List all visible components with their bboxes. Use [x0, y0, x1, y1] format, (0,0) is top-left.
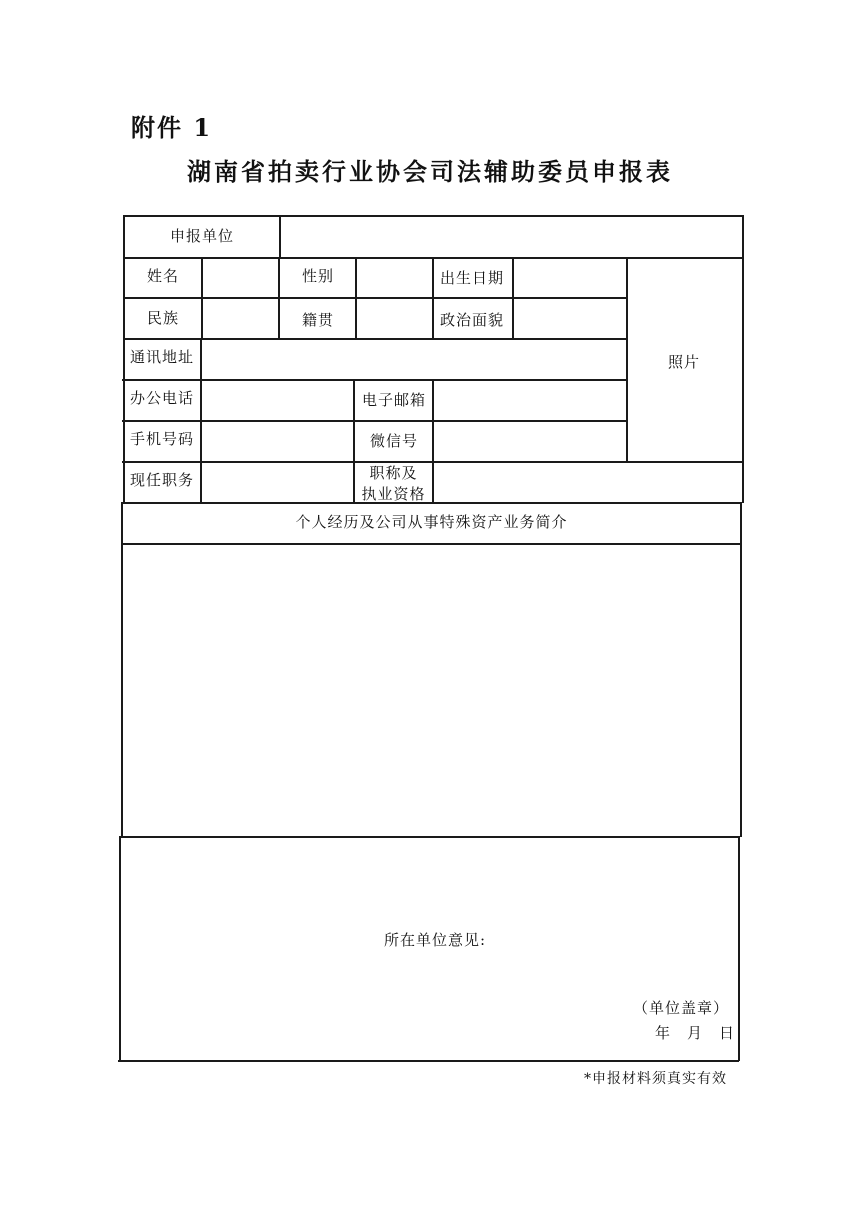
photo-box[interactable]: [628, 259, 742, 461]
wechat-field[interactable]: [434, 422, 626, 461]
email-label: 电子邮箱: [362, 391, 427, 409]
experience-field[interactable]: [123, 545, 740, 836]
unit-opinion-label: 所在单位意见:: [384, 931, 487, 949]
mobile-field[interactable]: [202, 422, 353, 461]
photo-label: 照片: [668, 353, 701, 371]
declaring-unit-label: 申报单位: [170, 227, 235, 245]
political-status-field[interactable]: [514, 299, 626, 338]
authenticity-note: *申报材料须真实有效: [584, 1071, 727, 1087]
current-position-field[interactable]: [202, 463, 353, 502]
political-status-label: 政治面貌: [440, 311, 505, 329]
ethnicity-label: 民族: [147, 309, 180, 327]
wechat-label: 微信号: [370, 432, 419, 450]
title-qualification-label-line1: 职称及: [369, 464, 418, 482]
name-label: 姓名: [147, 267, 180, 285]
form-title: 湖南省拍卖行业协会司法辅助委员申报表: [187, 157, 673, 186]
experience-section-label: 个人经历及公司从事特殊资产业务简介: [295, 513, 568, 531]
name-field[interactable]: [203, 259, 278, 297]
declaring-unit-field[interactable]: [281, 217, 741, 257]
gender-field[interactable]: [357, 259, 432, 297]
email-field[interactable]: [434, 381, 626, 420]
birth-date-label: 出生日期: [440, 269, 505, 287]
address-field[interactable]: [202, 340, 626, 379]
mobile-label: 手机号码: [130, 430, 195, 448]
ethnicity-field[interactable]: [203, 299, 278, 338]
unit-seal-label: （单位盖章）: [633, 999, 730, 1017]
gender-label: 性别: [302, 267, 335, 285]
title-qualification-label-line2: 执业资格: [361, 485, 426, 503]
native-place-label: 籍贯: [302, 311, 335, 329]
native-place-field[interactable]: [357, 299, 432, 338]
attachment-number: 附件 1: [131, 113, 213, 142]
office-phone-field[interactable]: [202, 381, 353, 420]
title-qualification-field[interactable]: [434, 463, 742, 502]
address-label: 通讯地址: [130, 348, 195, 366]
office-phone-label: 办公电话: [130, 389, 195, 407]
date-label: 年 月 日: [655, 1024, 736, 1042]
current-position-label: 现任职务: [130, 471, 195, 489]
unit-opinion-field[interactable]: [121, 838, 738, 1060]
birth-date-field[interactable]: [514, 259, 626, 297]
